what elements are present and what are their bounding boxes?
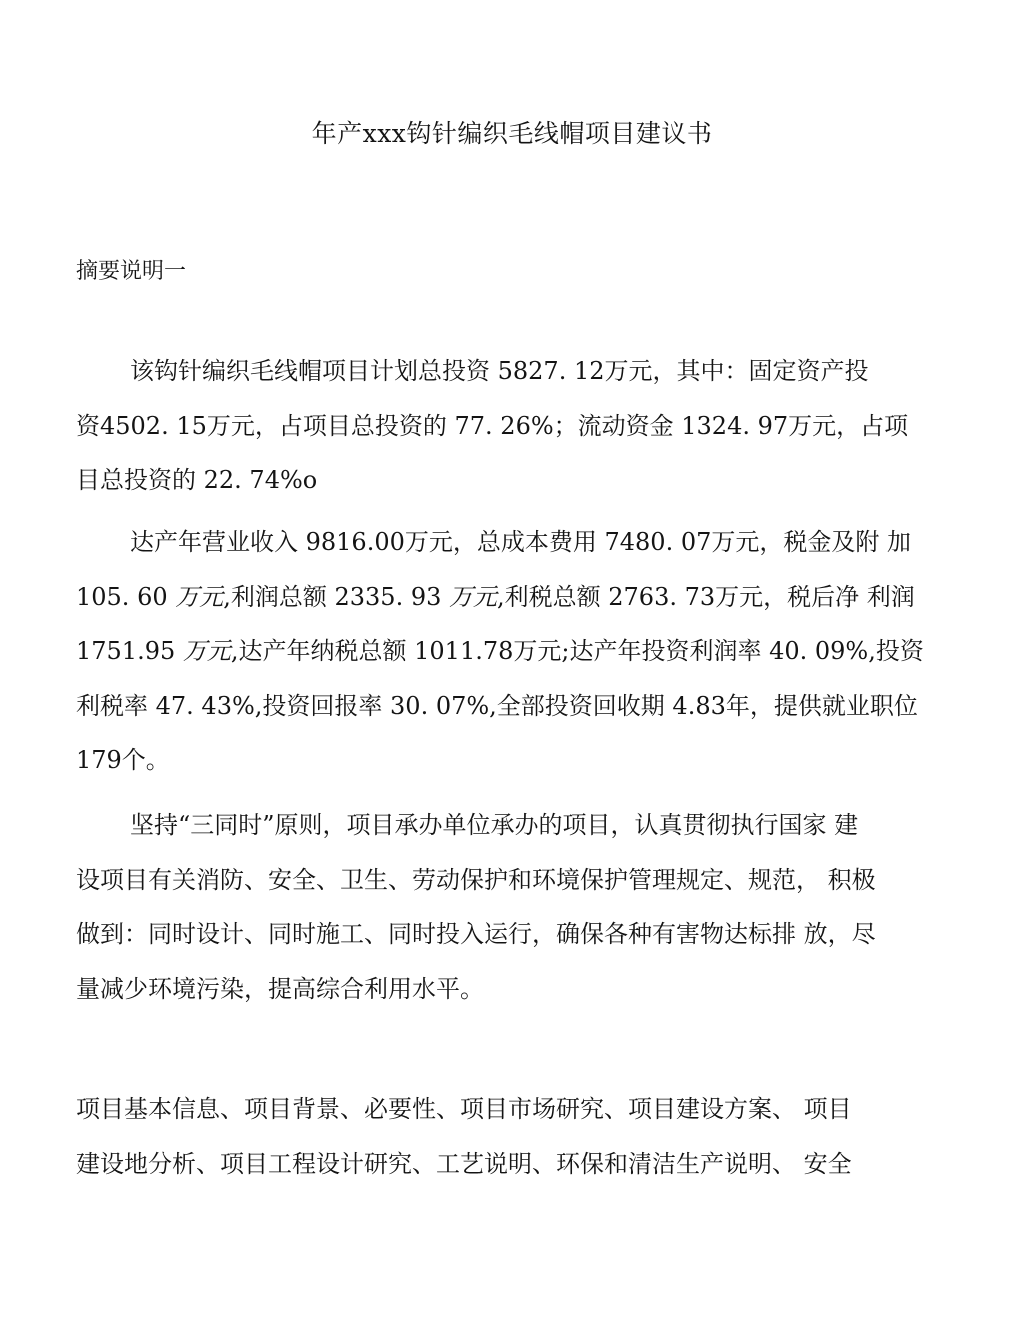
text-run: 1751.95: [76, 637, 183, 665]
summary-heading: 摘要说明一: [76, 259, 187, 284]
paragraph-line: 坚持“三同时”原则，项目承办单位承办的项目，认真贯彻执行国家 建: [130, 811, 859, 839]
paragraph-line: 量减少环境污染，提高综合利用水平。: [76, 974, 484, 1003]
paragraph-line: 目总投资的 22. 74%o: [76, 466, 318, 494]
paragraph-line: 资4502. 15万元，占项目总投资的 77. 26%；流动资金 1324. 97万元，占项: [76, 411, 909, 440]
italic-text-run: 万元: [182, 637, 231, 665]
text-run: ,利润总额 2335. 93: [223, 582, 449, 611]
paragraph-line: 做到：同时设计、同时施工、同时投入运行，确保各种有害物达标排 放，尽: [76, 920, 876, 948]
paragraph-line: 建设地分析、项目工程设计研究、工艺说明、环保和清洁生产说明、 安全: [76, 1149, 852, 1178]
paragraph-revenue: [76, 515, 938, 788]
paragraph-line: 179个。: [76, 746, 170, 774]
paragraph-line: 设项目有关消防、安全、卫生、劳动保护和环境保护管理规定、规范， 积极: [76, 865, 876, 894]
text-run: ,利税总额 2763. 73万元，税后净 利润: [497, 582, 915, 611]
paragraph-line: [76, 624, 938, 679]
paragraph-contents: [76, 1082, 938, 1191]
paragraph-investment: [76, 344, 938, 508]
document-title: 年产xxx钩针编织毛线帽项目建议书: [311, 119, 713, 148]
paragraph-line: 该钩针编织毛线帽项目计划总投资 5827. 12万元，其中：固定资产投: [130, 357, 869, 385]
italic-text-run: 万元: [449, 582, 497, 611]
paragraph-line: 利税率 47. 43%,投资回报率 30. 07%,全部投资回收期 4.83年，提供就业职位: [76, 691, 918, 720]
text-run: ,达产年纳税总额 1011.78万元;达产年投资利润率 40. 09%,投资: [230, 637, 924, 665]
paragraph-line: 项目基本信息、项目背景、必要性、项目市场研究、项目建设方案、 项目: [76, 1095, 852, 1123]
italic-text-run: 万元: [175, 582, 224, 611]
text-run: 105. 60: [76, 582, 176, 611]
paragraph-line: [76, 570, 938, 625]
paragraph-three-simultaneous: [76, 798, 938, 1016]
paragraph-line: 达产年营业收入 9816.00万元，总成本费用 7480. 07万元，税金及附 加: [130, 528, 912, 556]
